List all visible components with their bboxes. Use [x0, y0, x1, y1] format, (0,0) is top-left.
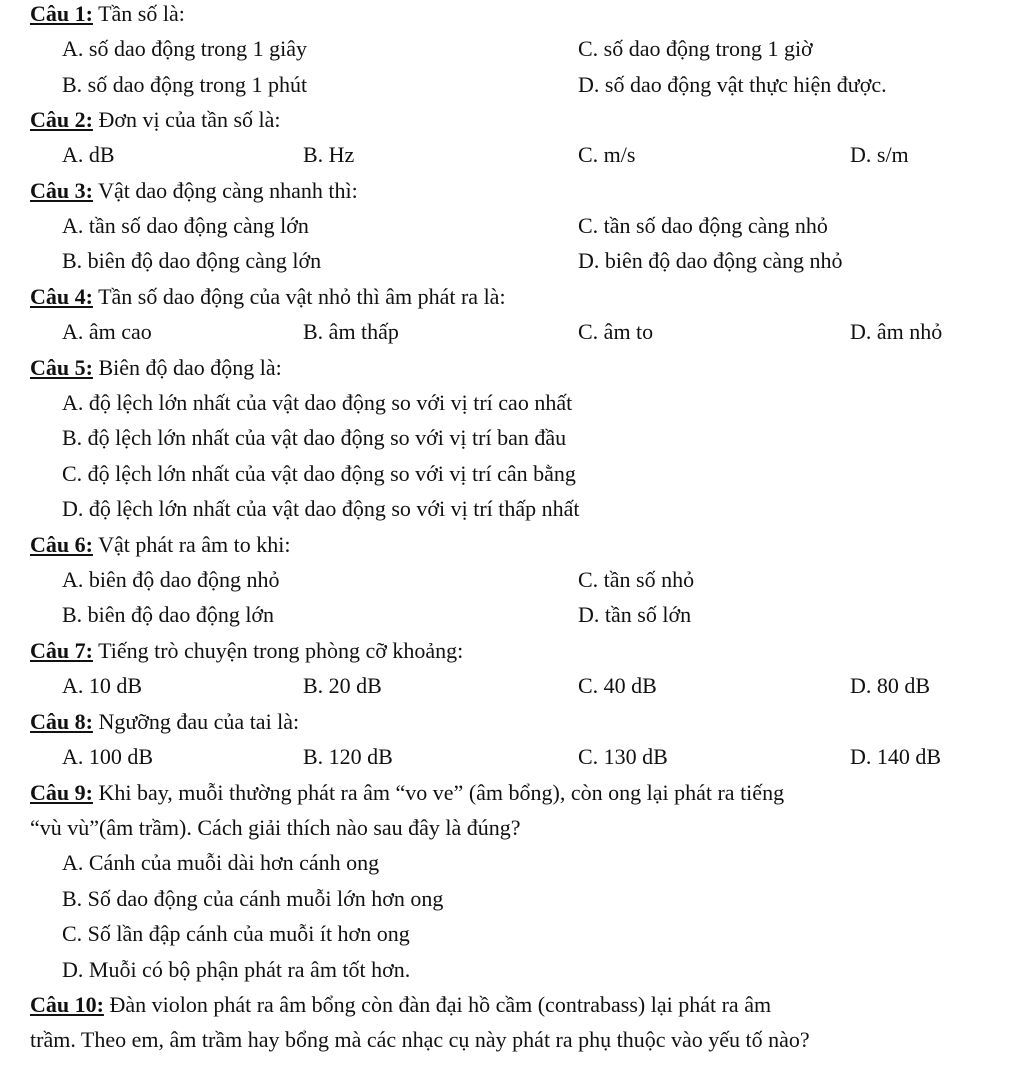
option-1c: C. số dao động trong 1 giờ — [578, 36, 813, 61]
option-4d: D. âm nhỏ — [850, 319, 943, 344]
option-2a: A. dB — [62, 142, 115, 167]
question-8 — [30, 704, 1000, 739]
question-5 — [30, 350, 1000, 385]
question-9-continued — [30, 810, 1000, 845]
question-text: Vật phát ra âm to khi: — [98, 532, 291, 557]
question-label: Câu 7: — [30, 638, 93, 663]
question-label: Câu 10: — [30, 992, 104, 1017]
question-2 — [30, 102, 1000, 137]
option-7b: B. 20 dB — [303, 673, 382, 698]
option-2d: D. s/m — [850, 142, 909, 167]
option-1b: B. số dao động trong 1 phút — [62, 72, 308, 97]
option-8b: B. 120 dB — [303, 744, 393, 769]
question-text: Biên độ dao động là: — [98, 355, 282, 380]
question-label: Câu 6: — [30, 532, 93, 557]
option-9d: D. Muỗi có bộ phận phát ra âm tốt hơn. — [62, 957, 411, 982]
option-3a: A. tần số dao động càng lớn — [62, 213, 309, 238]
option-5b: B. độ lệch lớn nhất của vật dao động so với vị trí ban đầu — [62, 425, 567, 450]
option-2b: B. Hz — [303, 142, 355, 167]
question-label: Câu 2: — [30, 107, 93, 132]
option-3d: D. biên độ dao động càng nhỏ — [578, 248, 843, 273]
option-6a: A. biên độ dao động nhỏ — [62, 567, 280, 592]
question-text: Tiếng trò chuyện trong phòng cỡ khoảng: — [98, 638, 464, 663]
question-label: Câu 5: — [30, 355, 93, 380]
option-5d: D. độ lệch lớn nhất của vật dao động so với vị trí thấp nhất — [62, 496, 580, 521]
question-label: Câu 1: — [30, 1, 93, 26]
question-label: Câu 8: — [30, 709, 93, 734]
question-text-line1: Đàn violon phát ra âm bổng còn đàn đại hồ cầm (contrabass) lại phát ra âm — [109, 992, 772, 1017]
question-label: Câu 3: — [30, 178, 93, 203]
question-text-line1: Khi bay, muỗi thường phát ra âm “vo ve” (âm bổng), còn ong lại phát ra tiếng — [98, 780, 785, 805]
option-5a: A. độ lệch lớn nhất của vật dao động so với vị trí cao nhất — [62, 390, 573, 415]
option-3b: B. biên độ dao động càng lớn — [62, 248, 322, 273]
option-2c: C. m/s — [578, 142, 636, 167]
question-text: Tần số là: — [98, 1, 185, 26]
option-9c: C. Số lần đập cánh của muỗi ít hơn ong — [62, 921, 410, 946]
option-7d: D. 80 dB — [850, 673, 931, 698]
option-8c: C. 130 dB — [578, 744, 668, 769]
option-4b: B. âm thấp — [303, 319, 399, 344]
question-4 — [30, 279, 1000, 314]
option-8a: A. 100 dB — [62, 744, 154, 769]
option-9b: B. Số dao động của cánh muỗi lớn hơn ong — [62, 886, 444, 911]
option-4c: C. âm to — [578, 319, 654, 344]
question-text-line2: “vù vù”(âm trầm). Cách giải thích nào sau đây là đúng? — [30, 815, 521, 840]
option-4a: A. âm cao — [62, 319, 152, 344]
option-7a: A. 10 dB — [62, 673, 143, 698]
option-1a: A. số dao động trong 1 giây — [62, 36, 308, 61]
option-3c: C. tần số dao động càng nhỏ — [578, 213, 828, 238]
question-10-continued — [30, 1022, 1000, 1057]
question-7 — [30, 633, 1000, 668]
question-text: Ngưỡng đau của tai là: — [98, 709, 300, 734]
question-9 — [30, 775, 1000, 810]
option-1d: D. số dao động vật thực hiện được. — [578, 72, 887, 97]
question-1 — [30, 0, 1000, 31]
question-text: Đơn vị của tần số là: — [98, 107, 281, 132]
option-6c: C. tần số nhỏ — [578, 567, 695, 592]
option-9a: A. Cánh của muỗi dài hơn cánh ong — [62, 850, 380, 875]
option-7c: C. 40 dB — [578, 673, 657, 698]
question-text: Vật dao động càng nhanh thì: — [98, 178, 358, 203]
question-10 — [30, 987, 1000, 1022]
question-text: Tần số dao động của vật nhỏ thì âm phát ra là: — [98, 284, 506, 309]
question-text-line2: trầm. Theo em, âm trầm hay bổng mà các nhạc cụ này phát ra phụ thuộc vào yếu tố nào? — [30, 1027, 810, 1052]
question-3 — [30, 173, 1000, 208]
question-label: Câu 9: — [30, 780, 93, 805]
option-6b: B. biên độ dao động lớn — [62, 602, 275, 627]
option-6d: D. tần số lớn — [578, 602, 692, 627]
question-6 — [30, 527, 1000, 562]
option-8d: D. 140 dB — [850, 744, 942, 769]
option-5c: C. độ lệch lớn nhất của vật dao động so với vị trí cân bằng — [62, 461, 576, 486]
question-label: Câu 4: — [30, 284, 93, 309]
